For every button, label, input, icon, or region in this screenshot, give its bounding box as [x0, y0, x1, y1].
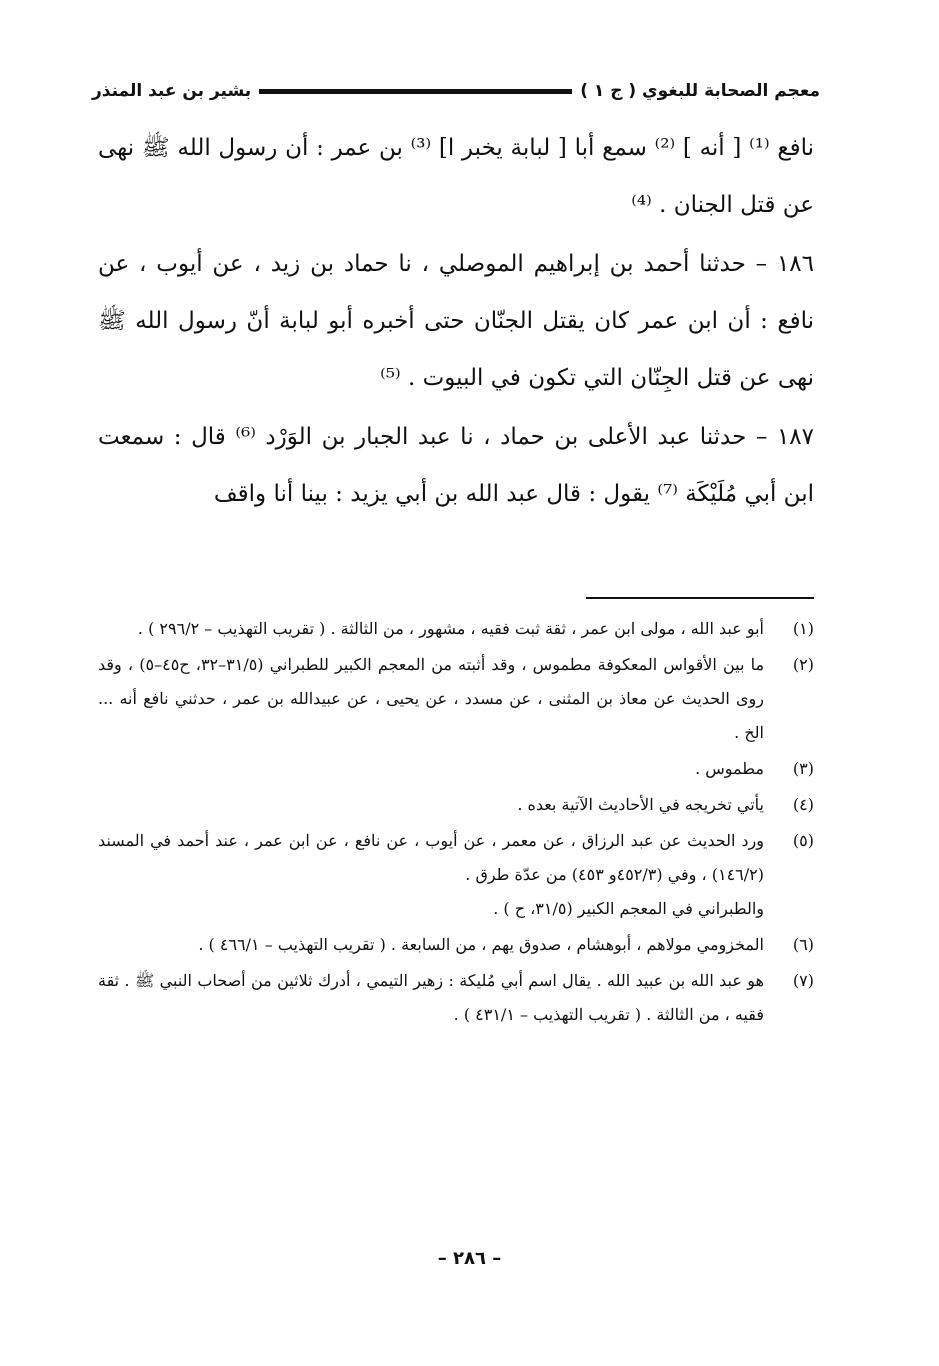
footnote-text: مطموس .	[695, 759, 764, 778]
footnote-5	[98, 824, 814, 926]
footnote-3	[98, 752, 814, 786]
footnote-text-continued: والطبراني في المعجم الكبير (٣١/٥، ح ) .	[493, 899, 764, 918]
footnote-2	[98, 648, 814, 750]
footnote-4	[98, 788, 814, 822]
footnote-number: (٦)	[792, 935, 814, 954]
section-title: بشير بن عبد المنذر	[92, 81, 252, 101]
paragraph-hadith-187: ١٨٧ – حدثنا عبد الأعلى بن حماد ، نا عبد الجبار بن الوَرْد ⁽⁶⁾ قال : سمعت ابن أبي مُلَيْكَة ⁽⁷⁾ يقول : قال عبد الله بن أبي يزيد : بينا أنا واقف	[98, 424, 814, 507]
footnote-number: (٢)	[792, 655, 814, 674]
footnote-1	[98, 612, 814, 646]
running-header	[92, 74, 820, 108]
footnote-number: (٥)	[792, 831, 814, 850]
footnote-number: (٤)	[792, 795, 814, 814]
footnote-6	[98, 928, 814, 962]
footnote-text: المخزومي مولاهم ، أبوهشام ، صدوق يهم ، من السابعة . ( تقريب التهذيب – ٤٦٦/١ ) .	[198, 935, 764, 954]
footnote-7	[98, 964, 814, 1032]
footnote-number: (٧)	[792, 971, 814, 990]
page-number: – ٢٨٦ –	[437, 1248, 502, 1269]
footnote-text: هو عبد الله بن عبيد الله . يقال اسم أبي مُليكة : زهير التيمي ، أدرك ثلاثين من أصحاب النبي ﷺ . ثقة فقيه ، من الثالثة . ( تقريب التهذيب – ٤٣١/١ ) .	[98, 971, 764, 1024]
footnote-text: أبو عبد الله ، مولى ابن عمر ، ثقة ثبت فقيه ، مشهور ، من الثالثة . ( تقريب التهذيب – ٢٩٦/٢ ) .	[137, 619, 764, 638]
footnote-separator	[586, 597, 814, 599]
footnotes	[98, 612, 814, 1034]
main-text	[98, 120, 814, 525]
footnote-number: (٣)	[792, 759, 814, 778]
paragraph-1: نافع ⁽¹⁾ [ أنه ] ⁽²⁾ سمع أبا [ لبابة يخبر ا] ⁽³⁾ بن عمر : أن رسول الله ﷺ نهى عن قتل الجنان . ⁽⁴⁾	[98, 135, 814, 218]
footnote-text: ما بين الأقواس المعكوفة مطموس ، وقد أثبته من المعجم الكبير للطبراني (٣١/٥–٣٢، ح٤٥–٥) ، وقد روى الحديث عن معاذ بن المثنى ، عن مسدد ، عن يحيى ، عن عبيدالله بن عمر ، حدثني نافع أنه ... الخ .	[98, 655, 765, 742]
paragraph-hadith-186: ١٨٦ – حدثنا أحمد بن إبراهيم الموصلي ، نا حماد بن زيد ، عن أيوب ، عن نافع : أن ابن عمر كان يقتل الجنّان حتى أخبره أبو لبابة أنّ رسول الله ﷺ نهى عن قتل الجِنّان التي تكون في البيوت . ⁽⁵⁾	[98, 251, 814, 391]
book-title: معجم الصحابة للبغوي ( ج ١ )	[580, 81, 820, 101]
footnote-number: (١)	[792, 619, 814, 638]
footnote-text: يأتي تخريجه في الأحاديث الآتية بعده .	[517, 795, 764, 814]
header-rule	[259, 89, 572, 94]
footnote-text: ورد الحديث عن عبد الرزاق ، عن معمر ، عن أيوب ، عن نافع ، عن ابن عمر ، عند أحمد في المسند (١٤٦/٢) ، وفي (٤٥٢/٣و ٤٥٣) من عدّة طرق .	[98, 831, 764, 884]
